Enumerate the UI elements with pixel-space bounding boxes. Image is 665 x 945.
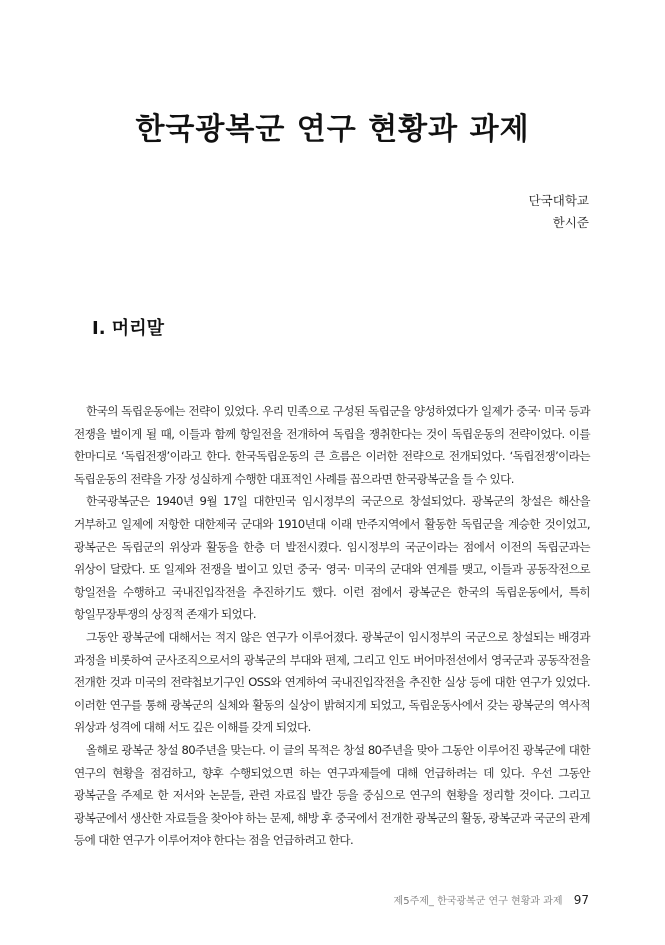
section-heading: Ⅰ. 머리말 <box>92 318 164 339</box>
body-text <box>74 400 590 852</box>
paragraph-2: 한국광복군은 1940년 9월 17일 대한민국 임시정부의 국군으로 창설되었다. 광복군의 창설은 해산을 거부하고 일제에 저항한 대한제국 군대와 1910년대 이래 만주지역에서 활동한 독립군을 계승한 것이었고, 광복군은 독립군의 위상과 활동을 한층 더 발전시켰다. 임시정부의 국군이라는 점에서 이전의 독립군과는 위상이 달랐다. 또 일제와 전쟁을 벌이고 있던 중국· 영국· 미국의 군대와 연계를 맺고, 이들과 공동작전으로 항일전을 수행하고 국내진입작전을 추진하기도 했다. 이런 점에서 광복군은 한국의 독립운동에서, 특히 항일무장투쟁의 상징적 존재가 되었다. <box>74 494 590 622</box>
author-name: 한시준 <box>552 215 589 230</box>
paragraph-4: 올해로 광복군 창설 80주년을 맞는다. 이 글의 목적은 창설 80주년을 맞아 그동안 이루어진 광복군에 대한 연구의 현황을 점검하고, 향후 수행되었으면 하는 연구과제들에 대해 언급하려는 데 있다. 우선 그동안 광복군을 주제로 한 저서와 논문들, 관련 자료집 발간 등을 중심으로 연구의 현황을 정리할 것이다. 그리고 광복군에서 생산한 자료들을 찾아야 하는 문제, 해방 후 중국에서 전개한 광복군의 활동, 광복군과 국군의 관계 등에 대한 연구가 이루어져야 한다는 점을 언급하려고 한다. <box>74 742 590 848</box>
author-affiliation: 단국대학교 <box>528 193 589 208</box>
paragraph-3: 그동안 광복군에 대해서는 적지 않은 연구가 이루어졌다. 광복군이 임시정부의 국군으로 창설되는 배경과 과정을 비롯하여 군사조직으로서의 광복군의 부대와 편제, 그리고 인도 버어마전선에서 영국군과 공동작전을 전개한 것과 미국의 전략첩보기구인 OSS와 연계하여 국내진입작전을 추진한 실상 등에 대한 연구가 있었다. 이러한 연구를 통해 광복군의 실체와 활동의 실상이 밝혀지게 되었고, 독립운동사에서 갖는 광복군의 역사적 위상과 성격에 대해 서도 깊은 이해를 갖게 되었다. <box>74 629 590 735</box>
page-number: 97 <box>573 893 589 907</box>
author-block <box>529 190 589 234</box>
paragraph-1: 한국의 독립운동에는 전략이 있었다. 우리 민족으로 구성된 독립군을 양성하였다가 일제가 중국· 미국 등과 전쟁을 벌이게 될 때, 이들과 함께 항일전을 전개하여 독립을 쟁취한다는 것이 독립운동의 전략이었다. 이를 한마디로 ‘독립전쟁’이라고 한다. 한국독립운동의 큰 흐름은 이러한 전략으로 전개되었다. ‘독립전쟁’이라는 독립운동의 전략을 가장 성실하게 수행한 대표적인 사례를 꼽으라면 한국광복군을 들 수 있다. <box>74 404 590 486</box>
document-title: 한국광복군 연구 현황과 과제 <box>135 112 530 147</box>
running-title: 제5주제_ 한국광복군 연구 현황과 과제 <box>393 896 563 907</box>
page-footer <box>394 892 589 907</box>
